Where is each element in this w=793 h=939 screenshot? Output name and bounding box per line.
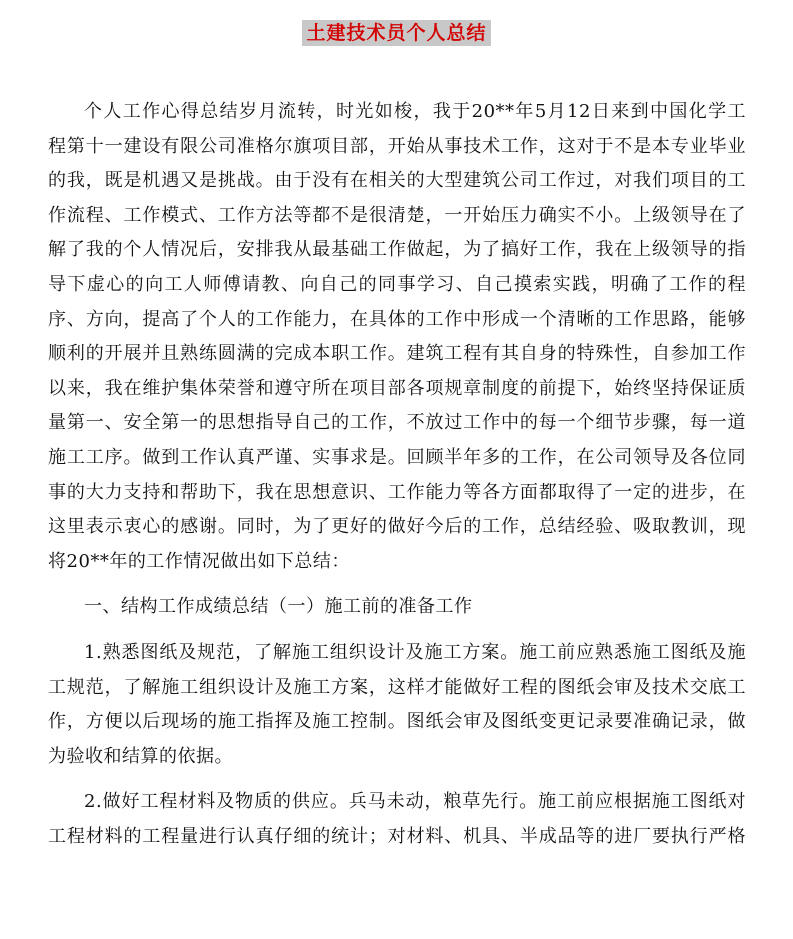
document-title: 土建技术员个人总结 [302,20,490,46]
paragraph-3-line-2: 工程材料的工程量进行认真仔细的统计；对材料、机具、半成品等的进厂要执行严格 [48,825,746,847]
document-body [48,95,746,854]
paragraph-1-line-5: 解了我的个人情况后，安排我从最基础工作做起，为了搞好工作，我在上级领导的指 [48,239,746,261]
paragraph-2-line-3: 作，方便以后现场的施工指挥及施工控制。图纸会审及图纸变更记录要准确记录，做 [48,711,746,733]
paragraph-1-line-13: 这里表示衷心的感谢。同时，为了更好的做好今后的工作，总结经验、吸取教训，现 [48,516,746,538]
paragraph-1-line-3: 的我，既是机遇又是挑战。由于没有在相关的大型建筑公司工作过，对我们项目的工 [48,170,746,192]
paragraph-3-line-1: 2.做好工程材料及物质的供应。兵马未动，粮草先行。施工前应根据施工图纸对 [84,791,746,813]
paragraph-1-line-2: 程第十一建设有限公司准格尔旗项目部，开始从事技术工作，这对于不是本专业毕业 [48,135,746,157]
paragraph-2-line-1: 1.熟悉图纸及规范，了解施工组织设计及施工方案。施工前应熟悉施工图纸及施 [84,641,746,663]
paragraph-2-line-4: 为验收和结算的依据。 [48,745,233,767]
paragraph-1-line-1: 个人工作心得总结岁月流转，时光如梭，我于20**年5月12日来到中国化学工 [84,101,746,122]
paragraph-1-line-9: 以来，我在维护集体荣誉和遵守所在项目部各项规章制度的前提下，始终坚持保证质 [48,377,746,399]
paragraph-1-line-12: 事的大力支持和帮助下，我在思想意识、工作能力等各方面都取得了一定的进步，在 [48,481,746,503]
section-heading: 一、结构工作成绩总结（一）施工前的准备工作 [84,596,473,618]
paragraph-1-line-8: 顺利的开展并且熟练圆满的完成本职工作。建筑工程有其自身的特殊性，自参加工作 [48,343,746,365]
title-container [0,20,793,46]
paragraph-1-line-11: 施工工序。做到工作认真严谨、实事求是。回顾半年多的工作，在公司领导及各位同 [48,446,746,468]
paragraph-1-line-7: 序、方向，提高了个人的工作能力，在具体的工作中形成一个清晰的工作思路，能够 [48,308,746,330]
paragraph-1-line-10: 量第一、安全第一的思想指导自己的工作，不放过工作中的每一个细节步骤，每一道 [48,412,746,434]
paragraph-1-line-14: 将20**年的工作情况做出如下总结： [48,550,350,572]
paragraph-1-line-6: 导下虚心的向工人师傅请教、向自己的同事学习、自己摸索实践，明确了工作的程 [48,273,746,295]
paragraph-2-line-2: 工规范，了解施工组织设计及施工方案，这样才能做好工程的图纸会审及技术交底工 [48,676,746,698]
paragraph-1-line-4: 作流程、工作模式、工作方法等都不是很清楚，一开始压力确实不小。上级领导在了 [48,204,746,226]
